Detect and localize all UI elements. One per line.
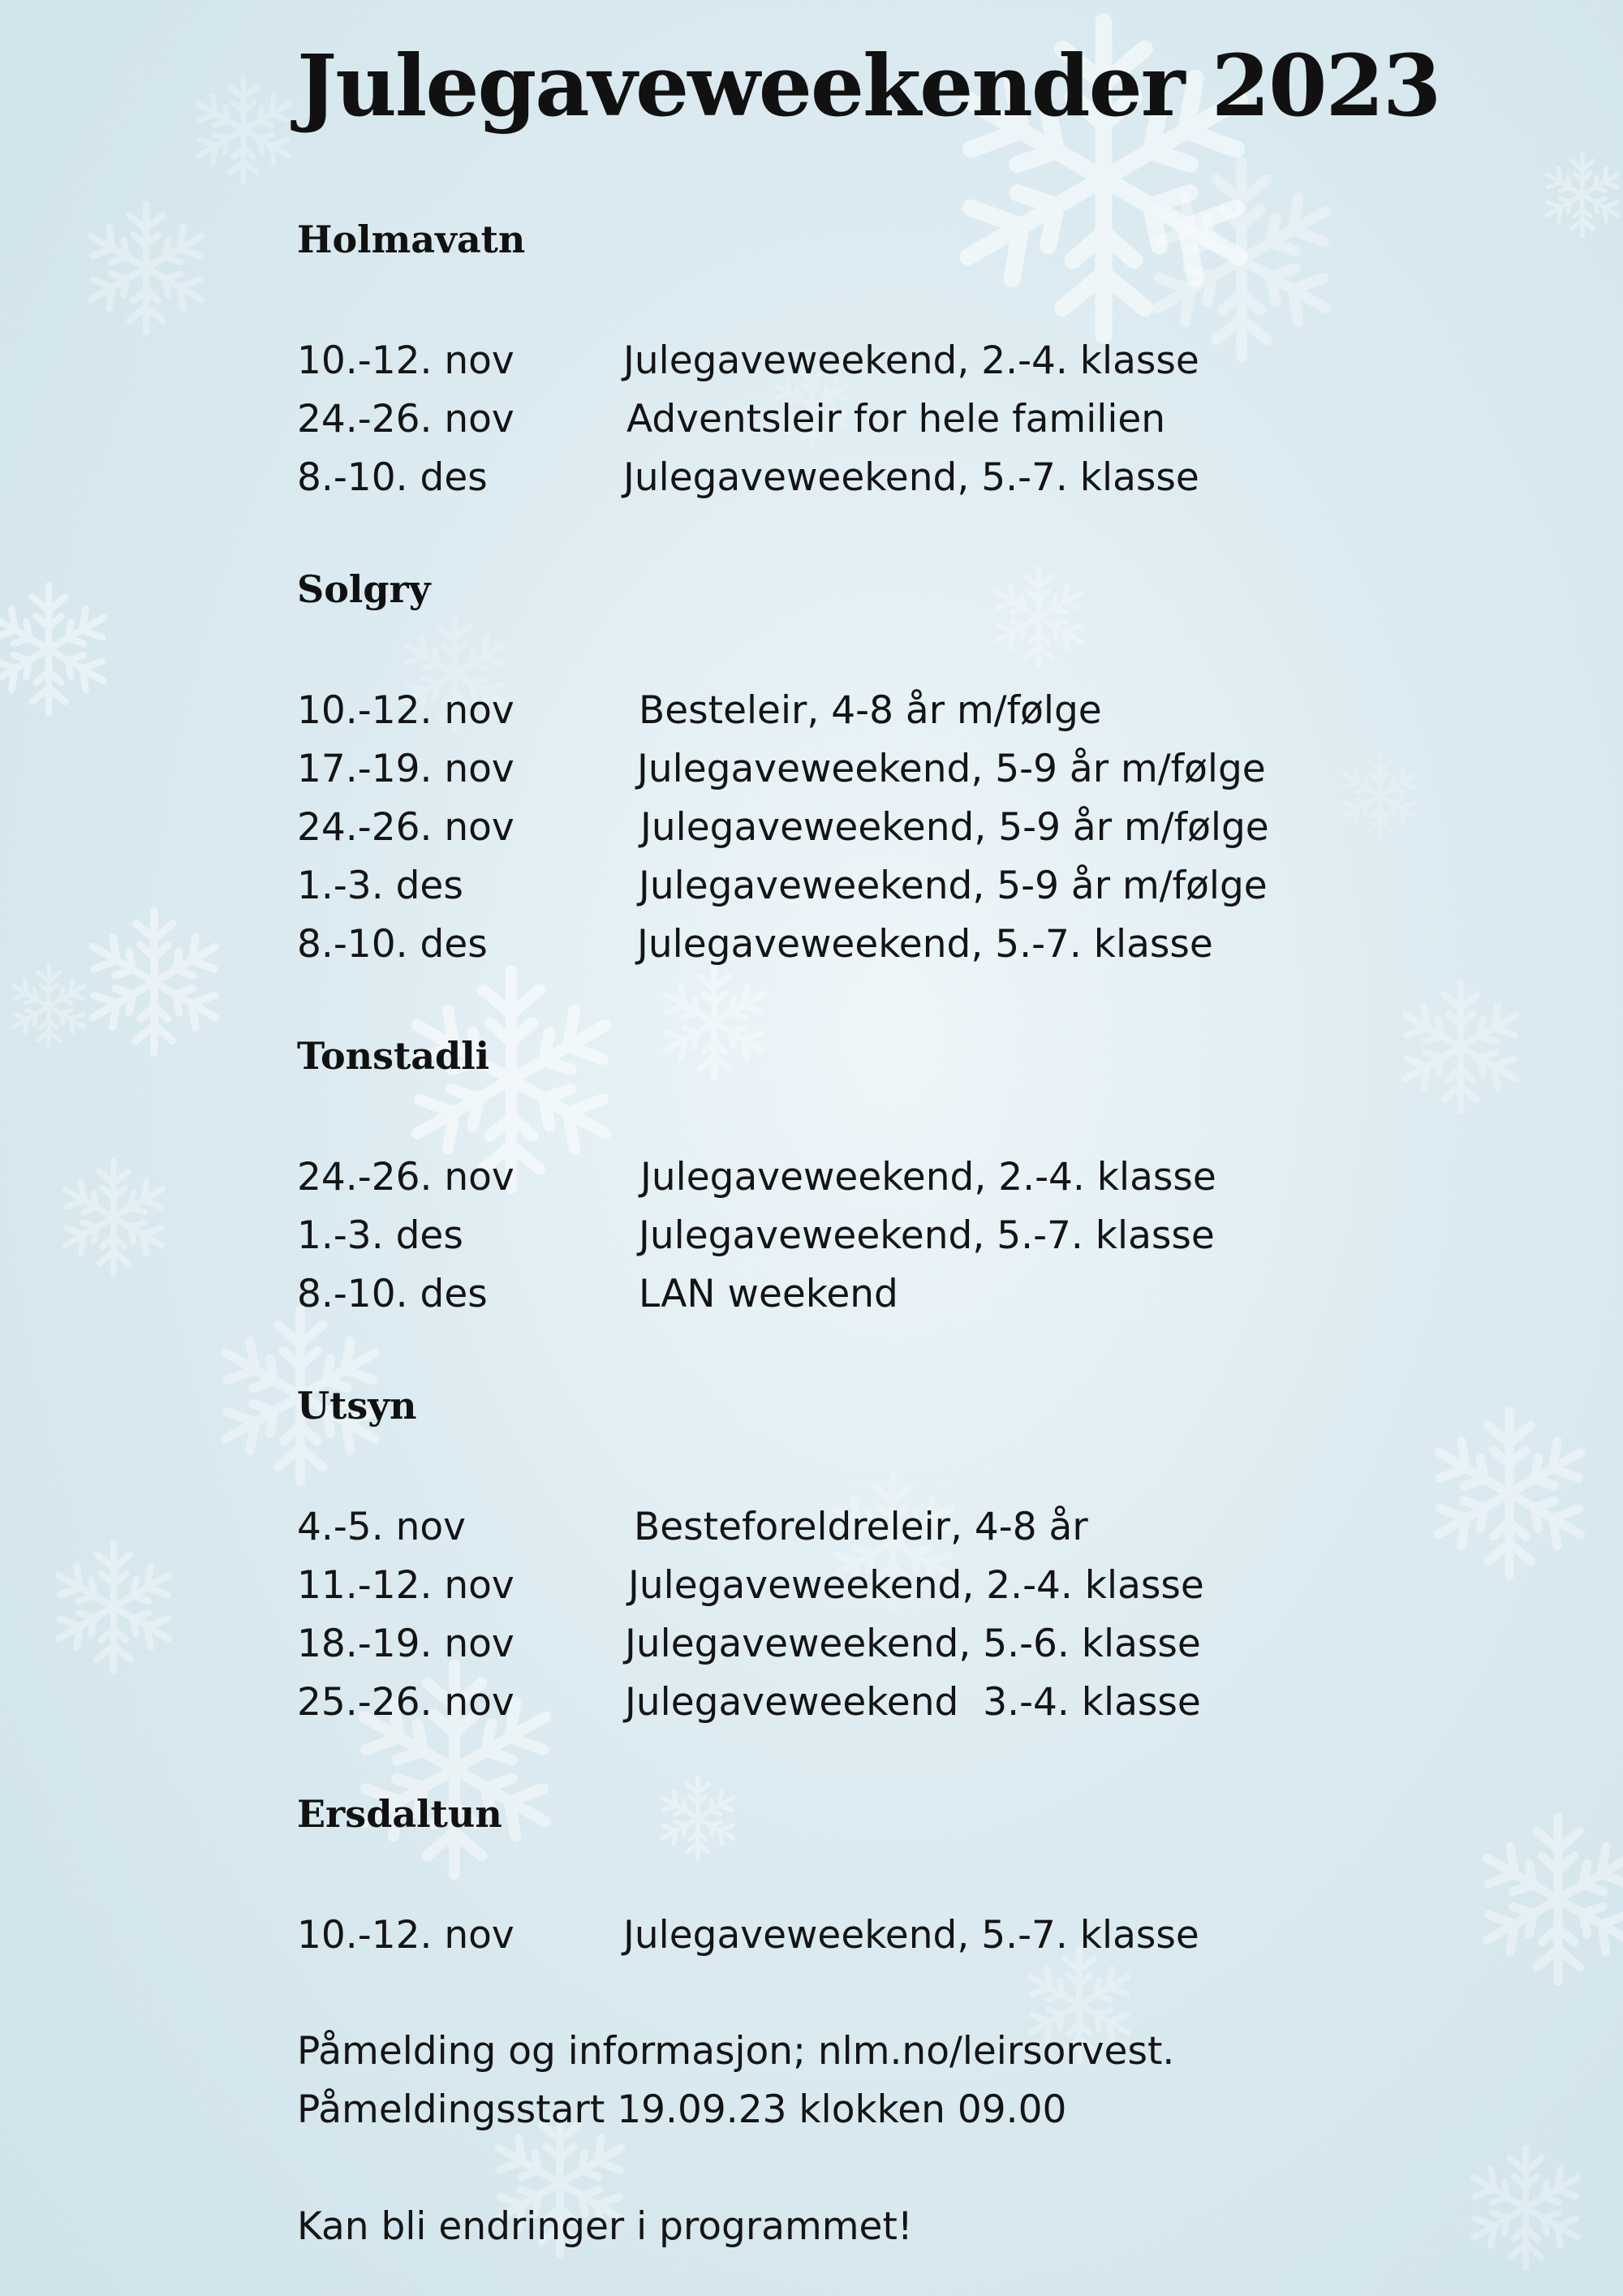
event-description: Julegaveweekend 3.-4. klasse xyxy=(625,1680,1201,1725)
event-description: Julegaveweekend, 5.-7. klasse xyxy=(623,455,1199,500)
event-date: 24.-26. nov xyxy=(297,397,514,442)
event-date: 1.-3. des xyxy=(297,1213,463,1258)
event-description: Julegaveweekend, 5.-7. klasse xyxy=(637,922,1213,967)
event-description: LAN weekend xyxy=(639,1272,898,1316)
event-date: 25.-26. nov xyxy=(297,1680,514,1725)
event-date: 18.-19. nov xyxy=(297,1622,514,1666)
event-date: 11.-12. nov xyxy=(297,1563,514,1608)
registration-info: Påmelding og informasjon; nlm.no/leirsorvest. xyxy=(297,2029,1175,2074)
event-date: 8.-10. des xyxy=(297,455,488,500)
event-description: Julegaveweekend, 5.-7. klasse xyxy=(639,1213,1215,1258)
event-date: 24.-26. nov xyxy=(297,805,514,850)
section-title-holmavatn: Holmavatn xyxy=(297,218,526,261)
event-date: 4.-5. nov xyxy=(297,1505,466,1549)
event-description: Julegaveweekend, 2.-4. klasse xyxy=(623,338,1199,383)
event-description: Julegaveweekend, 5-9 år m/følge xyxy=(637,747,1266,791)
change-notice: Kan bli endringer i programmet! xyxy=(297,2204,913,2249)
event-date: 10.-12. nov xyxy=(297,1913,514,1958)
page-title: Julegaveweekender 2023 xyxy=(297,36,1440,136)
event-date: 1.-3. des xyxy=(297,864,463,908)
section-title-tonstadli: Tonstadli xyxy=(297,1034,490,1078)
event-description: Julegaveweekend, 2.-4. klasse xyxy=(640,1155,1216,1200)
event-date: 24.-26. nov xyxy=(297,1155,514,1200)
event-description: Julegaveweekend, 5-9 år m/følge xyxy=(640,805,1269,850)
event-description: Julegaveweekend, 5.-7. klasse xyxy=(623,1913,1199,1958)
event-date: 17.-19. nov xyxy=(297,747,514,791)
event-date: 10.-12. nov xyxy=(297,338,514,383)
registration-start: Påmeldingsstart 19.09.23 klokken 09.00 xyxy=(297,2087,1067,2132)
event-description: Julegaveweekend, 5.-6. klasse xyxy=(625,1622,1201,1666)
section-title-solgry: Solgry xyxy=(297,567,431,611)
event-date: 8.-10. des xyxy=(297,922,488,967)
event-description: Besteleir, 4-8 år m/følge xyxy=(639,688,1102,733)
event-description: Besteforeldreleir, 4-8 år xyxy=(634,1505,1088,1549)
section-title-utsyn: Utsyn xyxy=(297,1384,417,1428)
event-date: 8.-10. des xyxy=(297,1272,488,1316)
section-title-ersdaltun: Ersdaltun xyxy=(297,1792,502,1836)
event-date: 10.-12. nov xyxy=(297,688,514,733)
event-description: Julegaveweekend, 2.-4. klasse xyxy=(628,1563,1204,1608)
event-description: Julegaveweekend, 5-9 år m/følge xyxy=(639,864,1268,908)
event-description: Adventsleir for hele familien xyxy=(626,397,1166,442)
